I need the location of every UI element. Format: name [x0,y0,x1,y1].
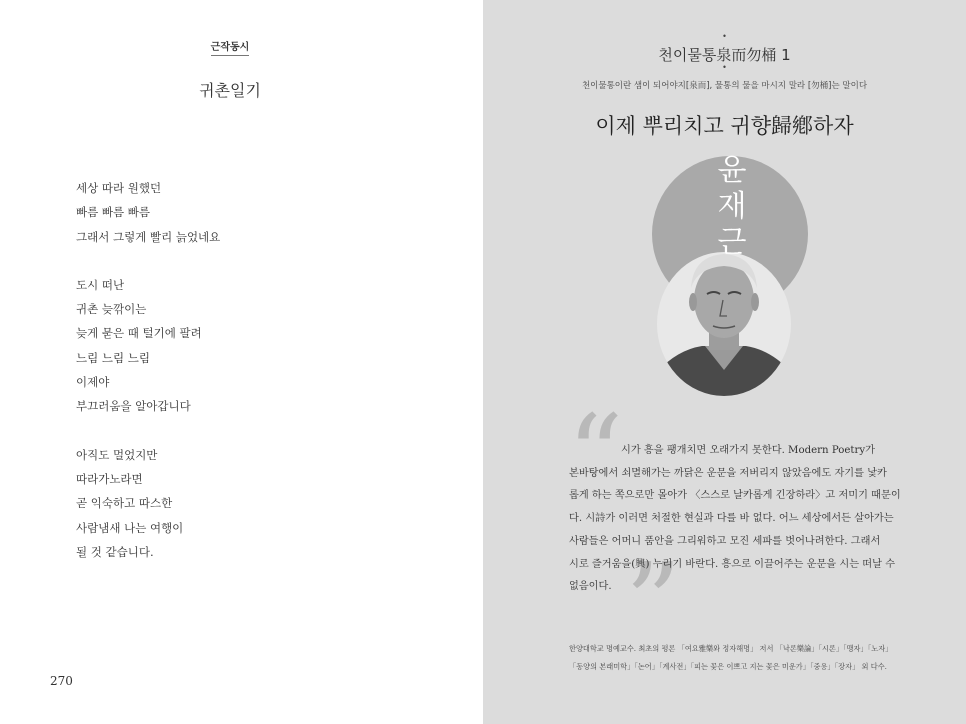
poem-line: 빠름 빠름 빠름 [76,205,150,220]
right-page [483,0,966,724]
series-description: 천이물통이란 샘이 되어야지[泉而], 물통의 물을 마시지 말라 [勿桶]는 말이다 [581,81,868,91]
poem-line: 부끄러움을 알아갑니다 [76,399,191,414]
section-label: 근작동시 [0,38,460,53]
author-bio [569,640,909,676]
poem-line: 아직도 멀었지만 [76,447,158,462]
essay-line: 본바탕에서 쇠멸해가는 까닭은 운문을 저버리지 않았음에도 자기를 낯카 [569,467,887,479]
poem-line: 사람냄새 나는 여행이 [76,520,184,535]
poem-line: 이제야 [76,375,110,390]
close-quote-icon: ” [625,539,682,667]
dot-top: • [722,32,727,41]
poem-body [76,176,220,588]
essay-body [569,440,899,599]
poem-line: 느림 느림 느림 [76,350,150,365]
poem-line: 귀촌 늦깎이는 [76,302,147,317]
essay-line: 롭게 하는 쪽으로만 몰아가 〈스스로 날카롭게 긴장하라〉고 저미기 때문이 [569,490,901,502]
essay-line: 사람들은 어머니 품안을 그리워하고 모진 세파를 벗어나려한다. 그래서 [569,535,881,547]
poem-line: 세상 따라 원했던 [76,181,162,195]
stanza [76,443,220,564]
poet-name-char: 근 [717,225,747,260]
poem-line: 따라가노라면 [76,471,143,486]
poem-line: 곧 익숙하고 따스한 [76,496,173,511]
poem-line: 도시 떠난 [76,277,125,292]
poem-title: 귀촌일기 [199,81,261,100]
dot-bottom: • [722,63,727,72]
essay-line: 없음이다. [569,581,612,593]
stanza [76,176,220,249]
bio-line: 한양대학교 명예교수. 최초의 평론 「여요雅樂와 정자해명」 저서 「낙론樂論」「시론」「맹자」「노자」 [569,644,893,653]
poem-line: 늦게 묻은 때 털기에 팔려 [76,326,202,341]
series-title: 천이물통泉而勿桶 1 [658,46,791,64]
main-title: 이제 뿌리치고 귀향歸鄕하자 [595,114,854,138]
essay-line: 시가 흥을 팽개치면 오래가지 못한다. Modern Poetry가 [621,445,875,456]
poet-name-char: 윤 [717,153,747,188]
bio-line: 「동양의 본래미학」「논어」「계사전」「피는 꽃은 이쁘고 지는 꽃은 미운가」「중용」「장자」 외 다수. [569,662,887,671]
poem-line: 그래서 그렇게 빨리 늙었네요 [76,229,221,244]
poet-name-char: 재 [717,189,747,224]
open-quote-icon: “ [567,391,624,519]
poem-line: 될 것 같습니다. [76,544,154,559]
stanza [76,273,220,419]
essay-line: 시로 즐거움을(興) 누리기 바란다. 흥으로 이끌어주는 운문을 시는 떠날 수 [569,558,896,570]
essay-line: 다. 시詩가 이러면 처절한 현실과 다를 바 없다. 어느 세상에서든 살아가는 [569,513,894,525]
page-number: 270 [50,674,73,688]
poet-name [712,153,752,261]
author-portrait [657,242,791,398]
